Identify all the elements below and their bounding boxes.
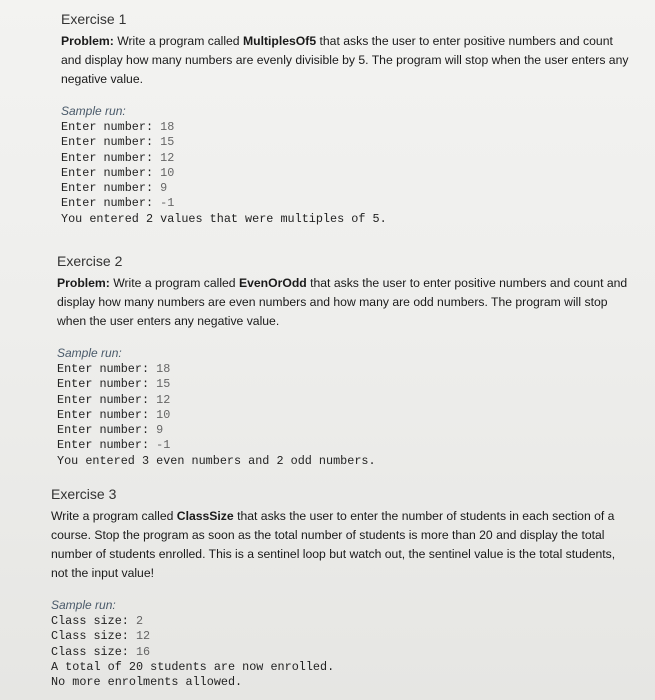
sample-line: [61, 196, 636, 211]
sample-value: -1: [156, 438, 171, 453]
sample-line: [61, 151, 636, 166]
sample-value: 15: [156, 377, 171, 392]
sample-result: You entered 2 values that were multiples of 5.: [61, 211, 387, 226]
sample-prompt: Enter number:: [57, 438, 157, 453]
sample-value: 12: [160, 150, 175, 165]
sample-value: 15: [160, 135, 175, 150]
sample-line: [57, 393, 632, 408]
sample-result: You entered 3 even numbers and 2 odd numbers.: [57, 453, 376, 468]
sample-value: 9: [160, 181, 168, 196]
sample-value: -1: [160, 196, 175, 211]
exercise-title: Exercise 3: [51, 486, 117, 502]
sample-line: [57, 438, 632, 453]
sample-prompt: Enter number:: [57, 362, 157, 376]
problem-text-post: that asks the user to enter positive numbers and count and display how many numbers are even numbers and how many are odd numbers. The program will stop when the user enters any negative value.: [57, 276, 628, 328]
problem-lead: Problem:: [61, 34, 114, 48]
problem-text-pre: Write a program called: [51, 509, 177, 523]
sample-value: 18: [160, 120, 175, 134]
sample-prompt: Enter number:: [61, 120, 161, 134]
sample-value: 12: [135, 629, 151, 644]
exercise-title: Exercise 1: [61, 11, 127, 27]
sample-line: [61, 166, 636, 181]
program-name: MultiplesOf5: [242, 34, 317, 48]
problem-text-post: that asks the user to enter positive numbers and count and display how many numbers are evenly divisible by 5. The program will stop when the user enters any negative value.: [61, 34, 629, 86]
sample-line: [51, 645, 626, 660]
sample-prompt: Enter number:: [61, 150, 161, 165]
sample-result-2: No more enrolments allowed.: [51, 675, 243, 690]
exercise-1: [61, 10, 636, 227]
sample-value: 18: [156, 362, 171, 376]
sample-run-label: Sample run:: [51, 598, 116, 612]
problem-lead: Problem:: [57, 276, 110, 290]
sample-output: [57, 362, 632, 469]
program-name: ClassSize: [176, 509, 234, 523]
problem-text-post: that asks the user to enter the number of students in each section of a course. Stop the program as soon as the total number of students is more than 20 and display the total number of students enrolled. This is a sentinel loop but watch out, the sentinel value is the total students, not the input value!: [51, 509, 616, 580]
sample-prompt: Enter number:: [57, 377, 157, 392]
sample-value: 2: [135, 614, 144, 628]
problem-statement: [57, 274, 632, 331]
sample-run-label: Sample run:: [61, 104, 126, 118]
sample-value: 9: [156, 423, 164, 438]
sample-value: 16: [135, 644, 151, 659]
problem-statement: [61, 32, 636, 89]
sample-prompt: Class size:: [51, 644, 136, 659]
sample-result: A total of 20 students are now enrolled.: [51, 659, 335, 674]
sample-line: [51, 614, 626, 629]
problem-statement: [51, 507, 626, 583]
sample-prompt: Enter number:: [57, 392, 157, 407]
exercise-3: [51, 485, 626, 690]
sample-line: [61, 135, 636, 150]
sample-line: [51, 629, 626, 644]
sample-value: 12: [156, 392, 171, 407]
sample-prompt: Class size:: [51, 629, 136, 644]
sample-output: [51, 614, 626, 690]
sample-prompt: Enter number:: [61, 196, 161, 211]
sample-line: [57, 362, 632, 377]
sample-prompt: Enter number:: [61, 165, 161, 180]
sample-line: [61, 181, 636, 196]
sample-output: [61, 120, 636, 227]
sample-value: 10: [156, 407, 171, 422]
exercise-2: [57, 252, 632, 469]
program-name: EvenOrOdd: [238, 276, 307, 290]
sample-prompt: Enter number:: [57, 407, 157, 422]
sample-prompt: Class size:: [51, 614, 136, 628]
sample-prompt: Enter number:: [61, 181, 161, 196]
sample-line: [61, 120, 636, 135]
sample-prompt: Enter number:: [57, 423, 157, 438]
sample-line: [57, 377, 632, 392]
problem-text-pre: Write a program called: [109, 276, 239, 290]
sample-prompt: Enter number:: [61, 135, 161, 150]
sample-line: [57, 408, 632, 423]
sample-run-label: Sample run:: [57, 346, 122, 360]
exercise-title: Exercise 2: [57, 253, 123, 269]
sample-value: 10: [160, 165, 175, 180]
sample-line: [57, 423, 632, 438]
problem-text-pre: Write a program called: [113, 34, 243, 48]
